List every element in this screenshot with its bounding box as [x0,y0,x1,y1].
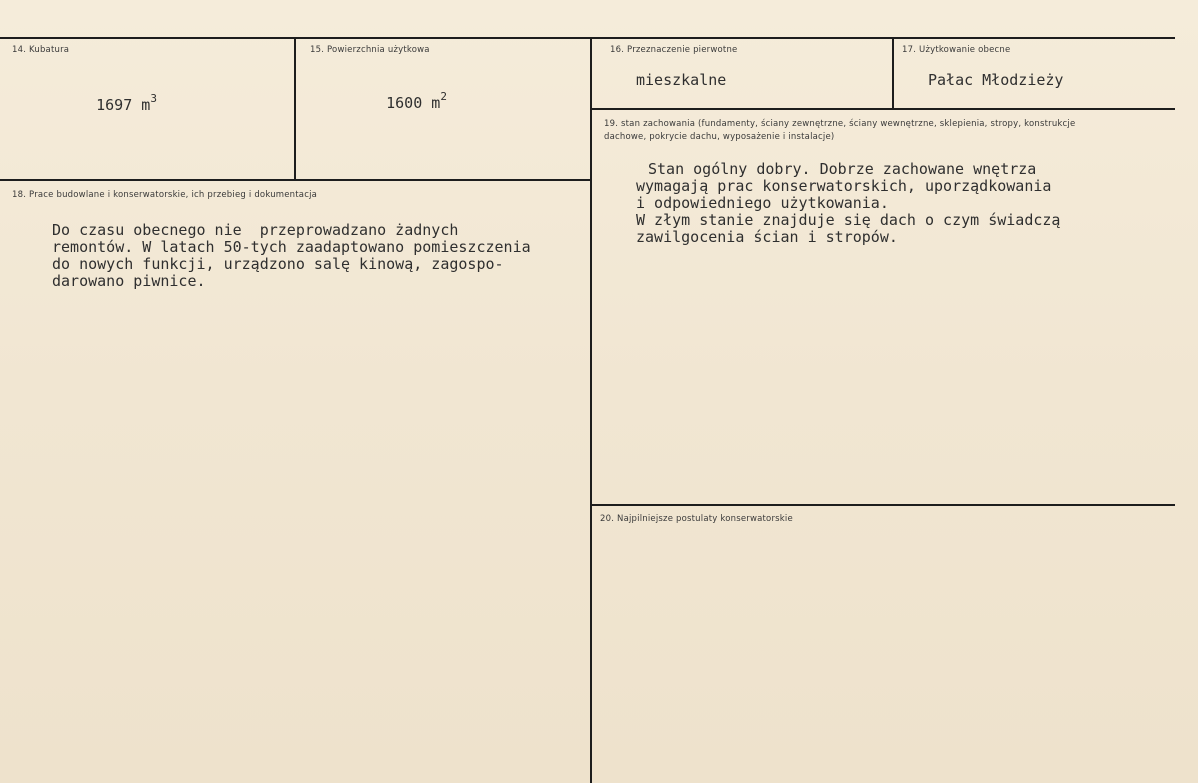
field-19-line: Stan ogólny dobry. Dobrze zachowane wnętrza [648,160,1037,178]
field-19-line: zawilgocenia ścian i stropów. [636,228,898,246]
divider-horizontal-19-bottom [592,504,1175,506]
field-14-exponent: 3 [150,92,157,105]
field-16-value: mieszkalne [636,71,727,89]
divider-horizontal-16-17-bottom [592,108,1175,110]
top-rule [0,37,1175,39]
divider-vertical-14-15 [294,39,296,181]
field-17-label: 17. Użytkowanie obecne [902,45,1011,55]
field-14-label: 14. Kubatura [12,45,70,55]
field-16-label: 16. Przeznaczenie pierwotne [610,45,738,55]
field-18-line: do nowych funkcji, urządzono salę kinową, zagospo- [52,255,504,273]
field-18-line: Do czasu obecnego nie przeprowadzano żadnych [52,221,459,239]
field-18-line: darowano piwnice. [52,272,206,290]
divider-horizontal-14-15-bottom [0,179,592,181]
field-18-line: remontów. W latach 50-tych zaadaptowano pomieszczenia [52,238,531,256]
divider-vertical-16-17 [892,39,894,109]
field-15-number: 1600 m [386,94,441,112]
field-19-label: 19. stan zachowania (fundamenty, ściany zewnętrzne, ściany wewnętrzne, sklepienia, stropy, konstrukcje dachowe, pokrycie dachu, wyposażenie i instalacje) [604,119,1076,142]
field-19-line: i odpowiedniego użytkowania. [636,194,889,212]
field-15-value [350,73,447,129]
field-15-label: 15. Powierzchnia użytkowa [310,45,430,55]
field-15-exponent: 2 [440,90,447,103]
field-18-label: 18. Prace budowlane i konserwatorskie, ich przebieg i dokumentacja [12,190,318,200]
field-20-label: 20. Najpilniejsze postulaty konserwatorskie [600,514,793,524]
field-19-line: W złym stanie znajduje się dach o czym świadczą [636,211,1061,229]
field-19-line: wymagają prac konserwatorskich, uporządkowania [636,177,1052,195]
field-14-number: 1697 m [96,96,151,114]
divider-vertical-left-column [590,39,592,783]
field-14-value [60,75,157,131]
field-17-value: Pałac Młodzieży [928,71,1064,89]
